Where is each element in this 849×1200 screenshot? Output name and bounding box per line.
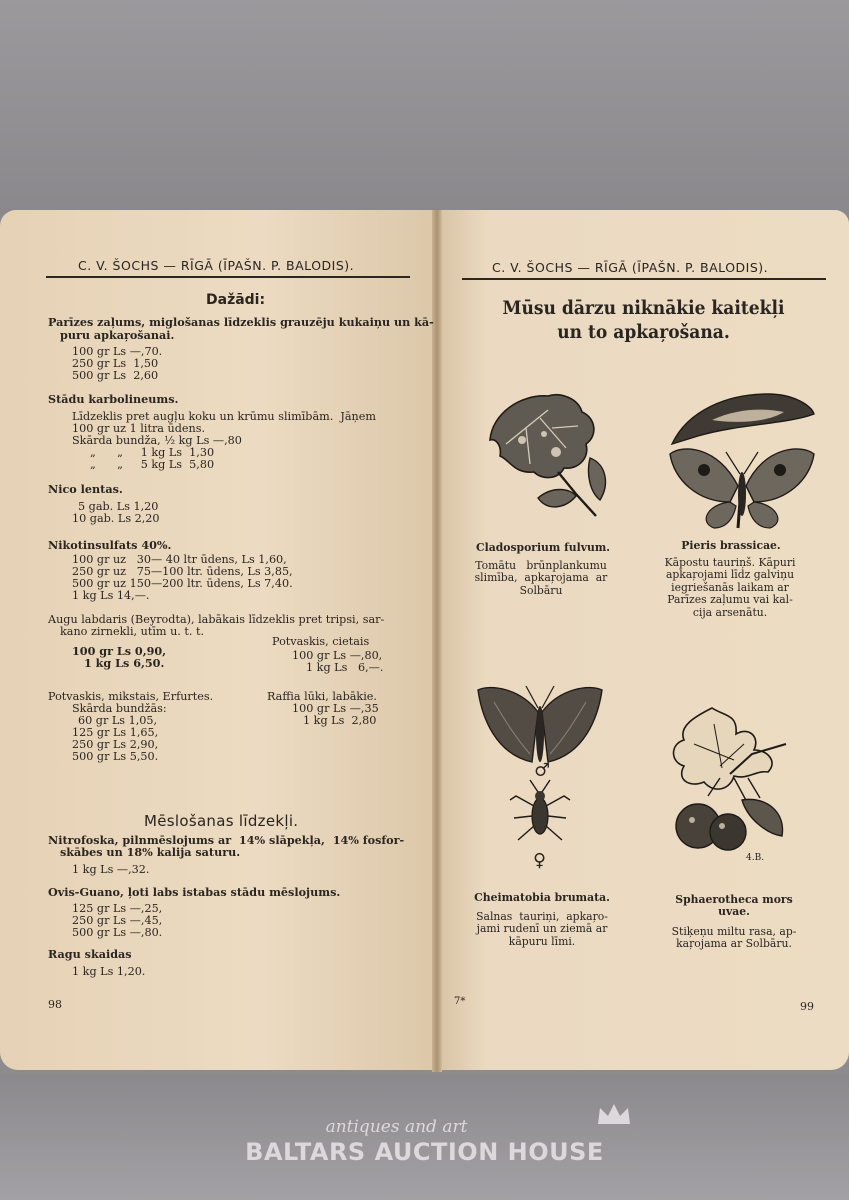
price-list-line: 100 gr Ls —,35 <box>292 702 379 715</box>
price-list-line: Augu labdaris (Beyrodta), labākais līdzeklis pret tripsi, sar- <box>48 613 385 626</box>
price-list-line: 10 gab. Ls 2,20 <box>72 512 160 525</box>
price-list-line: Stādu karbolineums. <box>48 392 179 406</box>
watermark-brand: BALTARS AUCTION HOUSE <box>245 1138 604 1166</box>
price-list-line: Skārda bundžās: <box>72 702 167 715</box>
left-running-header: C. V. ŠOCHS — RĪGĀ (ĪPAŠN. P. BALODIS). <box>78 258 355 273</box>
price-list-line: „ „ 5 kg Ls 5,80 <box>90 458 215 471</box>
female-symbol: ♀ <box>533 850 547 871</box>
caption-text-cheimatobia: Salnas tauriņi, apkaŗo- jami rudenī un ziemā ar kāpuru līmi. <box>476 910 608 948</box>
caption-title-cheimatobia: Cheimatobia brumata. <box>474 891 610 904</box>
cabbage-butterfly-illustration <box>668 390 816 530</box>
price-list-line: 100 gr Ls —,80, <box>292 649 383 662</box>
svg-text:4.B.: 4.B. <box>746 853 765 863</box>
right-running-header: C. V. ŠOCHS — RĪGĀ (ĪPAŠN. P. BALODIS). <box>492 260 769 275</box>
price-list-line: „ „ 1 kg Ls 1,30 <box>90 446 215 459</box>
price-list-line: Līdzeklis pret augļu koku un krūmu slimībām. Jāņem <box>72 410 376 423</box>
gooseberry-mildew-illustration <box>664 704 792 872</box>
price-list-line: Potvaskis, mikstais, Erfurtes. <box>48 690 214 703</box>
price-list-line: 250 gr Ls 1,50 <box>72 357 159 370</box>
price-list-line: skābes un 18% kalija saturu. <box>60 845 241 859</box>
right-page-number: 99 <box>800 1000 814 1013</box>
illustrations-title-line1: Mūsu dārzu niknākie kaitekļi <box>502 297 785 319</box>
price-list-line: kano zirnekli, utīm u. t. t. <box>60 625 205 638</box>
caption-text-cladosporium: Tomātu brūnplankumu slimība, apkaŗojama ar Solbāru <box>474 559 608 597</box>
price-list-line: 1 kg Ls 2,80 <box>303 714 377 727</box>
price-list-line: 1 kg Ls 6,—. <box>306 661 384 674</box>
left-header-rule <box>46 276 410 278</box>
caption-text-pieris: Kāpostu tauriņš. Kāpuri apkaŗojami līdz galviņu iegriešanās laikam ar Parīzes zaļumu vai kal- cija arsenātu. <box>664 556 796 619</box>
male-symbol: ♂ <box>534 760 551 781</box>
price-list-line: 1 kg Ls 1,20. <box>72 965 146 978</box>
tomato-leaf-illustration <box>486 388 612 528</box>
price-list-line: Raffia lūki, labākie. <box>267 690 377 703</box>
price-list-line: 100 gr uz 1 litra ūdens. <box>72 422 206 435</box>
price-list-line: 250 gr Ls —,45, <box>72 914 163 927</box>
watermark-tagline: antiques and art <box>325 1117 468 1137</box>
price-list-line: 1 kg Ls 14,—. <box>72 589 150 602</box>
price-list-line: 100 gr Ls 0,90, <box>72 644 167 658</box>
price-list-line: 250 gr uz 75—100 ltr. ūdens, Ls 3,85, <box>72 565 293 578</box>
price-list-line: Nikotinsulfats 40%. <box>48 538 172 552</box>
price-list-line: puru apkaŗošanai. <box>60 328 175 342</box>
illustrations-title-line2: un to apkaŗošana. <box>557 321 730 343</box>
background-top <box>0 0 849 215</box>
price-list-line: Skārda bundža, ½ kg Ls —,80 <box>72 434 242 447</box>
left-page-number: 98 <box>48 998 62 1011</box>
price-list-line: Nitrofoska, pilnmēslojums ar 14% slāpekļa, 14% fosfor- <box>48 833 405 847</box>
price-list-line: 125 gr Ls —,25, <box>72 902 163 915</box>
price-list-line: Ovis-Guano, ļoti labs istabas stādu mēslojums. <box>48 885 341 899</box>
price-list-line: 100 gr uz 30— 40 ltr ūdens, Ls 1,60, <box>72 553 287 566</box>
price-list-line: 250 gr Ls 2,90, <box>72 738 159 751</box>
price-list-line: 100 gr Ls —,70. <box>72 345 163 358</box>
price-list-line: Nico lentas. <box>48 482 123 496</box>
price-list-line: Parīzes zaļums, miglošanas līdzeklis grauzēju kukaiņu un kā- <box>48 315 434 329</box>
section-title-dazadi: Dažādi: <box>206 292 266 308</box>
crown-icon <box>596 1102 632 1126</box>
winter-moth-female-illustration <box>508 778 572 850</box>
right-header-rule <box>462 278 826 280</box>
price-list-line: 500 gr Ls 5,50. <box>72 750 159 763</box>
price-list-line: 60 gr Ls 1,05, <box>78 714 158 727</box>
caption-title-pieris: Pieris brassicae. <box>681 539 781 552</box>
caption-title-sphaerotheca: Sphaerotheca mors uvae. <box>675 893 793 919</box>
caption-title-cladosporium: Cladosporium fulvum. <box>476 541 610 554</box>
price-list-line: 5 gab. Ls 1,20 <box>78 500 159 513</box>
price-list-line: 1 kg Ls 6,50. <box>84 656 165 670</box>
price-list-line: Ragu skaidas <box>48 947 132 961</box>
price-list-line: 500 gr uz 150—200 ltr. ūdens, Ls 7,40. <box>72 577 293 590</box>
price-list-line: Potvaskis, cietais <box>272 635 370 648</box>
winter-moth-male-illustration <box>476 682 604 770</box>
section-title-meslosanas: Mēslošanas līdzekļi. <box>144 812 299 830</box>
caption-text-sphaerotheca: Stiķeņu miltu rasa, ap- kaŗojama ar Solbāru. <box>671 925 797 951</box>
signature-mark: 7* <box>454 996 466 1007</box>
price-list-line: 500 gr Ls 2,60 <box>72 369 159 382</box>
price-list-line: 1 kg Ls —,32. <box>72 863 150 876</box>
price-list-line: 500 gr Ls —,80. <box>72 926 163 939</box>
price-list-line: 125 gr Ls 1,65, <box>72 726 159 739</box>
